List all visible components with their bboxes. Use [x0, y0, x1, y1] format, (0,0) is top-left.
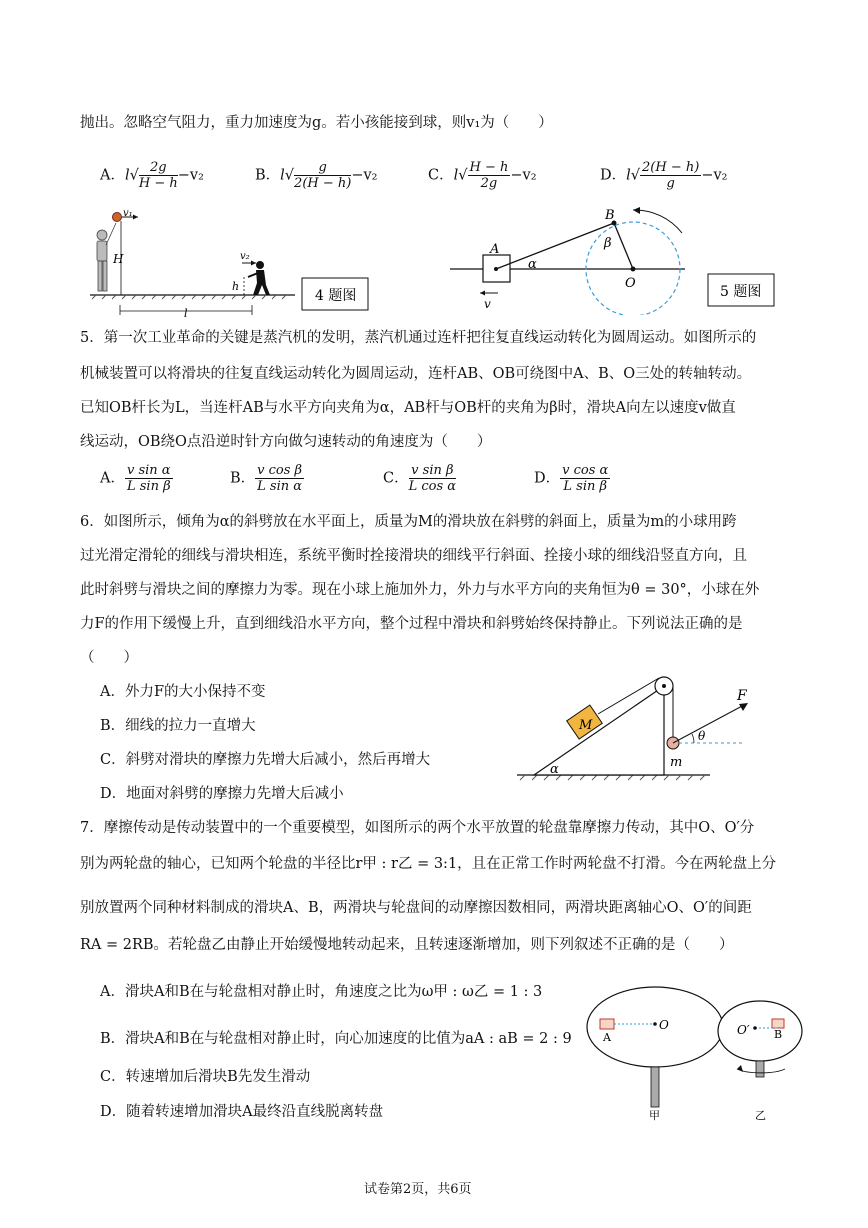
q6-figure: [512, 672, 772, 787]
svg-text:5 题图: 5 题图: [720, 284, 762, 300]
svg-text:l: l: [184, 307, 188, 320]
q5-line-4: 线运动，OB绕O点沿逆时针方向做匀速转动的角速度为（ ）: [80, 434, 492, 450]
q4-option-b: B．l√ $\frac{g}{2(H - h)}$ −v₂: [255, 160, 378, 191]
q7-line-2: 别为两轮盘的轴心，已知两个轮盘的半径比r甲 : r乙 = 3:1，且在正常工作时两轮盘不打滑。今在两轮盘上分: [80, 856, 777, 872]
q5-line-2: 机械装置可以将滑块的往复直线运动转化为圆周运动，连杆AB、OB可绕图中A、B、O三处的转轴转动。: [80, 366, 752, 382]
q6-option-b: B．细线的拉力一直增大: [100, 718, 256, 734]
q4-figure: [80, 205, 380, 320]
q5-option-a: A． $\frac{\text{v sin α}}{\text{L sin β}}$: [100, 463, 171, 494]
svg-text:h: h: [232, 280, 240, 293]
q7-figure: [585, 985, 815, 1125]
q7-option-c: C．转速增加后滑块B先发生滑动: [100, 1069, 311, 1085]
svg-text:θ: θ: [698, 729, 706, 743]
svg-text:B: B: [605, 208, 615, 223]
ball-icon: [113, 213, 122, 222]
svg-text:v: v: [484, 297, 491, 311]
q7-line-4: RA = 2RB。若轮盘乙由静止开始缓慢地转动起来，且转速逐渐增加，则下列叙述不正确的是（ ）: [80, 937, 734, 953]
wheel-yi: [718, 1001, 802, 1061]
q5-line-1: 5．第一次工业革命的关键是蒸汽机的发明，蒸汽机通过连杆把往复直线运动转化为圆周运动。如图所示的: [80, 330, 757, 346]
q7-option-d: D．随着转速增加滑块A最终沿直线脱离转盘: [100, 1104, 384, 1120]
q7-option-a: A．滑块A和B在与轮盘相对静止时，角速度之比为ω甲 : ω乙 = 1 : 3: [100, 984, 543, 1000]
q4-option-c: C．l√ $\frac{H - h}{2g}$ −v₂: [428, 160, 537, 191]
svg-text:v₂: v₂: [240, 251, 250, 262]
q7-option-b: B．滑块A和B在与轮盘相对静止时，向心加速度的比值为aA : aB = 2 : 9: [100, 1031, 572, 1047]
q6-line-1: 6．如图所示，倾角为α的斜劈放在水平面上，质量为M的滑块放在斜劈的斜面上，质量为m的小球用跨: [80, 514, 737, 530]
svg-text:O: O: [625, 276, 636, 291]
q4-option-a: A．l√ $\frac{2g}{H - h}$ −v₂: [100, 160, 204, 191]
svg-text:乙: 乙: [755, 1109, 766, 1122]
svg-text:4 题图: 4 题图: [315, 288, 357, 304]
svg-text:m: m: [670, 755, 683, 770]
svg-text:A: A: [603, 1031, 611, 1044]
svg-text:M: M: [579, 718, 593, 733]
svg-text:甲: 甲: [649, 1109, 660, 1122]
q5-option-c: C． $\frac{\text{v sin β}}{\text{L cos α}}$: [383, 463, 457, 494]
q7-line-3: 别放置两个同种材料制成的滑块A、B，两滑块与轮盘间的动摩擦因数相同，两滑块距离轴心O、O′的间距: [80, 900, 752, 916]
svg-text:β: β: [604, 236, 612, 251]
q6-line-2: 过光滑定滑轮的细线与滑块相连，系统平衡时拴接滑块的细线平行斜面、拴接小球的细线沿竖直方向，且: [80, 548, 747, 564]
svg-text:α: α: [528, 257, 537, 272]
q6-line-4: 力F的作用下缓慢上升，直到细线沿水平方向，整个过程中滑块和斜劈始终保持静止。下列说法正确的是: [80, 616, 743, 632]
svg-text:F: F: [737, 688, 747, 704]
svg-text:B: B: [774, 1028, 783, 1041]
q5-option-b: B． $\frac{\text{v cos β}}{\text{L sin α}}$: [230, 463, 303, 494]
q5-figure: [450, 205, 785, 315]
page-footer: 试卷第2页，共6页: [364, 1182, 472, 1197]
q4-stem-end: 抛出。忽略空气阻力，重力加速度为g。若小孩能接到球，则v₁为（ ）: [80, 115, 553, 131]
q6-option-c: C．斜劈对滑块的摩擦力先增大后减小，然后再增大: [100, 752, 431, 768]
q5-option-d: D． $\frac{\text{v cos α}}{\text{L sin β}}$: [534, 463, 609, 494]
q6-option-a: A．外力F的大小保持不变: [100, 684, 266, 700]
q7-line-1: 7．摩擦传动是传动装置中的一个重要模型，如图所示的两个水平放置的轮盘靠摩擦力传动，其中O、O′分: [80, 820, 755, 836]
svg-text:O′: O′: [737, 1023, 750, 1037]
q6-line-3: 此时斜劈与滑块之间的摩擦力为零。现在小球上施加外力，外力与水平方向的夹角恒为θ = 30°，小球在外: [80, 582, 760, 598]
svg-text:H: H: [113, 252, 124, 266]
q6-option-d: D．地面对斜劈的摩擦力先增大后减小: [100, 786, 344, 802]
child-icon: [248, 261, 270, 295]
svg-text:A: A: [490, 242, 500, 257]
q6-line-5: （ ）: [80, 650, 138, 666]
svg-text:v₁: v₁: [123, 208, 133, 219]
svg-text:O: O: [659, 1018, 669, 1032]
svg-text:α: α: [550, 762, 559, 777]
q4-option-d: D．l√ $\frac{2(H - h)}{g}$ −v₂: [600, 160, 728, 191]
q5-line-3: 已知OB杆长为L，当连杆AB与水平方向夹角为α，AB杆与OB杆的夹角为β时，滑块A向左以速度v做直: [80, 400, 736, 416]
